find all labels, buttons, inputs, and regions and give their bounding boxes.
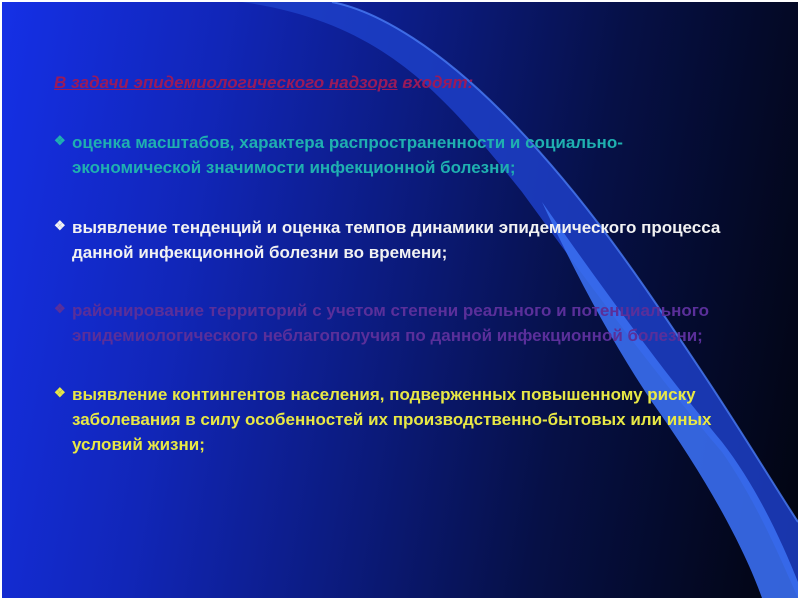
diamond-bullet-icon: ❖ [54,301,66,316]
list-item-text: выявление тенденций и оценка темпов динамики эпидемического процесса данной инфекционной болезни во времени; [72,218,721,262]
list-item [54,215,744,265]
list-item [54,298,744,348]
tasks-list [54,130,744,457]
slide-heading [54,73,473,93]
list-item-text: районирование территорий с учетом степени реального и потенциального эпидемиологического неблагополучия по данной инфекционной болезни; [72,301,710,345]
list-item-text: выявление контингентов населения, подверженных повышенному риску заболевания в силу особенностей их производственно-бытовых или иных условий жизни; [72,385,712,454]
list-item [54,130,744,180]
diamond-bullet-icon: ❖ [54,133,66,148]
diamond-bullet-icon: ❖ [54,218,66,233]
diamond-bullet-icon: ❖ [54,385,66,400]
presentation-slide [2,2,798,598]
list-item [54,382,744,457]
heading-rest: входят: [397,73,474,92]
heading-underlined-part: В задачи эпидемиологического надзора [54,73,398,92]
list-item-text: оценка масштабов, характера распространенности и социально-экономической значимости инфекционной болезни; [72,133,623,177]
